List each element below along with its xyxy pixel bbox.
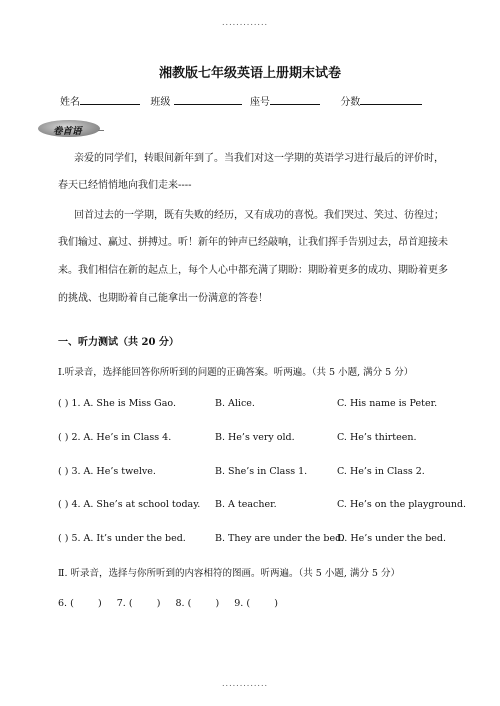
section-title-listening: 一、听力测试（共 20 分） [58,337,179,348]
preface-line-6: 的挑战、也期盼着自己能拿出一份满意的答卷！ [58,293,268,304]
question-2-b: B. He’s very old. [215,432,295,443]
question-3-a: ( ) 3. A. He’s twelve. [58,466,156,477]
score-field[interactable] [360,94,422,105]
preface-label: 卷首语 [53,126,82,137]
answer-blanks: 6. ( ) 7. ( ) 8. ( ) 9. ( ) [58,598,278,609]
preface-badge-line [98,130,104,131]
question-5-b: B. They are under the bed. [215,533,345,544]
question-1-a: ( ) 1. A. She is Miss Gao. [58,398,176,409]
header-dots: ............. [222,18,269,27]
page-title: 湘教版七年级英语上册期末试卷 [158,66,341,81]
score-label: 分数 [340,97,361,108]
question-2-c: C. He’s thirteen. [337,432,417,443]
question-3-c: C. He’s in Class 2. [337,466,425,477]
seat-label: 座号 [249,97,270,108]
preface-line-3: 回首过去的一学期，既有失败的经历，又有成功的喜悦。我们哭过、笑过、彷徨过； [74,210,444,221]
preface-line-4: 我们输过、赢过、拼搏过。听！新年的钟声已经敲响，让我们挥手告别过去，昂首迎接未 [58,237,448,248]
preface-line-1: 亲爱的同学们，转眼间新年到了。当我们对这一学期的英语学习进行最后的评价时， [74,153,444,164]
question-1-b: B. Alice. [215,398,255,409]
footer-dots: ............. [222,679,269,688]
name-label: 姓名 [60,97,80,108]
question-4-b: B. A teacher. [215,499,277,510]
student-info-row [60,93,422,108]
question-5-a: ( ) 5. A. It’s under the bed. [58,533,186,544]
class-label: 班级 [150,97,171,108]
question-4-a: ( ) 4. A. She’s at school today. [58,499,201,510]
preface-line-2: 春天已经悄悄地向我们走来---- [58,180,192,191]
question-2-a: ( ) 2. A. He’s in Class 4. [58,432,172,443]
preface-badge [38,118,108,142]
question-4-c: C. He’s on the playground. [337,499,467,510]
part1-instruction: Ⅰ.听录音，选择能回答你所听到的问题的正确答案。听两遍。（共 5 小题, 满分 5 分） [58,367,414,378]
preface-line-5: 来。我们相信在新的起点上，每个人心中都充满了期盼：期盼着更多的成功、期盼着更多 [58,265,448,276]
question-3-b: B. She’s in Class 1. [215,466,308,477]
question-5-c: D. He’s under the bed. [337,533,447,544]
part2-instruction: Ⅱ. 听录音，选择与你所听到的内容相符的图画。听两遍。（共 5 小题, 满分 5 分） [58,568,400,579]
question-1-c: C. His name is Peter. [337,398,438,409]
seat-field[interactable] [270,94,320,105]
name-field[interactable] [80,94,140,105]
class-field[interactable] [174,94,242,105]
